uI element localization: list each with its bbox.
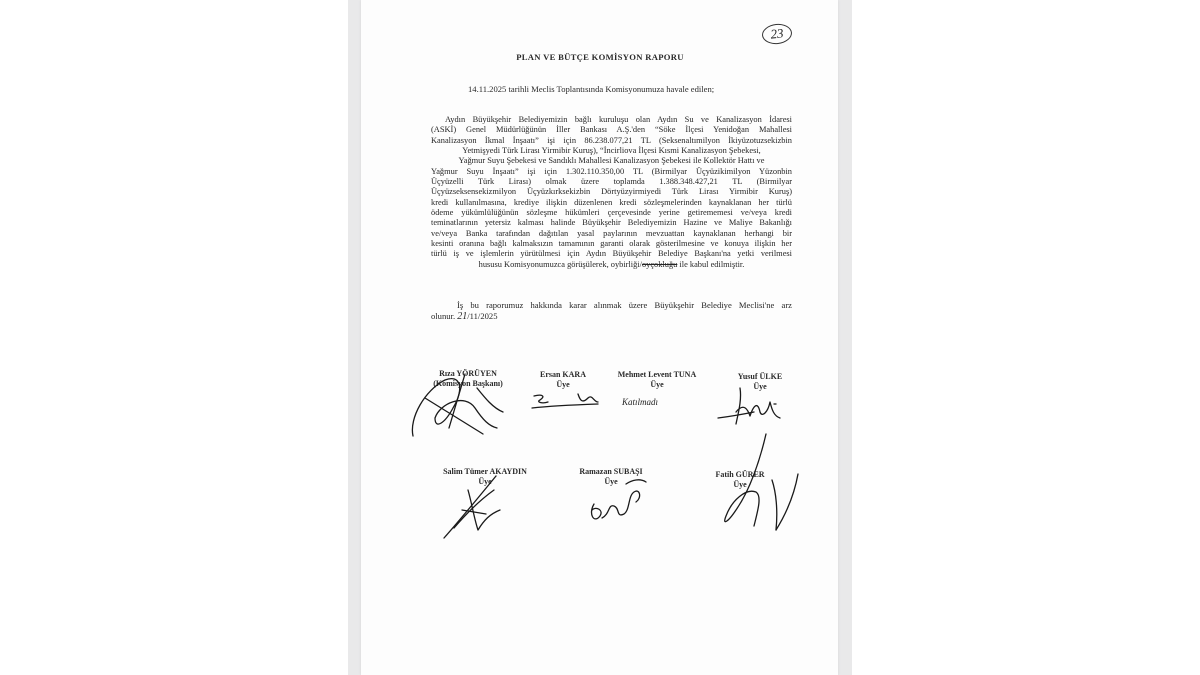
member-name: Fatih GÜRER bbox=[715, 470, 765, 479]
body-line: Aydın Büyükşehir Belediyemizin bağlı kuruluşu olan Aydın Su ve Kanalizasyon İdaresi bbox=[445, 115, 792, 124]
body-line: ve/veya Banka tarafından dağıtılan yasal paylarının mevzuattan kaynaklanan herhangi bir bbox=[431, 228, 792, 238]
member-role: Üye bbox=[556, 379, 570, 389]
signature-ulke bbox=[714, 382, 794, 428]
member-kara bbox=[523, 370, 603, 389]
member-name: Ersan KARA bbox=[539, 370, 586, 379]
member-name: Yusuf ÜLKE bbox=[737, 372, 783, 381]
member-name: Mehmet Levent TUNA bbox=[617, 370, 697, 379]
body-line: ödeme yükümlülüğünün sözleşme hükümleri çerçevesinde yerine getirememesi ve/veya kredi bbox=[431, 208, 792, 218]
closing-line: İş bu raporumuz hakkında karar alınmak üzere Büyükşehir Belediye Meclisi'ne arz bbox=[457, 300, 792, 310]
closing-prefix: olunur. bbox=[431, 311, 458, 321]
page-number-stamp: 23 bbox=[761, 22, 793, 45]
body-line: türlü iş ve işlemlerin yürütülmesi için Aydın Büyükşehir Belediye Başkanı'na yetki verilmesi bbox=[431, 249, 792, 259]
body-line: Kanalizasyon İkmal İnşaatı” işi için 86.238.077,21 TL (Seksenaltımilyon İkiyüzotuzsekizbin bbox=[431, 135, 792, 145]
signature-subasi bbox=[586, 474, 650, 526]
body-line: Üçyüzseksensekizmilyon Üçyüzkırksekizbin Dörtyüzyirmiyedi Türk Lirası Yirmibir Kuruş) bbox=[431, 187, 792, 197]
member-role: Üye bbox=[604, 476, 618, 486]
intro-line: 14.11.2025 tarihli Meclis Toplantısında Komisyonumuza havale edilen; bbox=[468, 84, 715, 94]
body-line: kredi kullanılmasına, krediye ilişkin düzenlenen kredi sözleşmelerinden kaynaklanan her türlü bbox=[431, 197, 792, 207]
member-tuna bbox=[605, 370, 709, 389]
body-line: (ASKİ) Genel Müdürlüğünün İller Bankası A.Ş.'den “Söke İlçesi Yenidoğan Mahallesi bbox=[431, 125, 792, 135]
body-line: Üçyüzelli Türk Lirası) olmak üzere toplamda 1.388.348.427,21 TL (Birmilyar bbox=[431, 177, 792, 187]
body-line: Yağmur Suyu Şebekesi ve Sandıklı Mahallesi Kanalizasyon Şebekesi ile Kollektör Hattı ve bbox=[458, 156, 765, 166]
member-role: (Komisyon Başkanı) bbox=[433, 378, 503, 388]
member-role: Üye bbox=[753, 381, 767, 391]
closing-date-line bbox=[431, 311, 792, 322]
body-line: Yağmur Suyu İnşaatı” işi için 1.302.110.350,00 TL (Birmilyar Üçyüzikimilyon Yüzonbin bbox=[431, 166, 792, 176]
member-role: Üye bbox=[478, 476, 492, 486]
member-role: Üye bbox=[650, 379, 664, 389]
signature-yoruyen bbox=[405, 368, 510, 440]
body-line: teminatlarının yetersiz kalması halinde Büyükşehir Belediyemizin Hazine ve Maliye Bakanlığı bbox=[431, 218, 792, 228]
member-role: Üye bbox=[733, 479, 747, 489]
signature-gurer bbox=[716, 430, 802, 538]
report-title: PLAN VE BÜTÇE KOMİSYON RAPORU bbox=[516, 52, 684, 62]
member-name: Salim Tümer AKAYDIN bbox=[443, 467, 527, 476]
body-line: kesinti oranına bağlı kalmaksızın tamamının garanti olarak gösterilmesine ve konuya ilişkin her bbox=[431, 239, 792, 249]
struck-word: oyçokluğu bbox=[641, 259, 678, 269]
body-last-prefix: hususu Komisyonumuzca görüşülerek, oybirliği/ bbox=[478, 259, 642, 269]
closing-date-rest: /11/2025 bbox=[467, 311, 498, 321]
body-line: Yetmişyedi Türk Lirası Yirmibir Kuruş), “İncirliova İlçesi Kısmi Kanalizasyon Şebekesi, bbox=[462, 146, 761, 156]
handwritten-day: 21 bbox=[457, 311, 468, 322]
handwritten-note: Katılmadı bbox=[622, 397, 659, 407]
member-name: Ramazan SUBAŞI bbox=[579, 467, 643, 476]
closing-paragraph bbox=[431, 300, 792, 322]
document-page bbox=[361, 0, 838, 675]
body-last-suffix: ile kabul edilmiştir. bbox=[677, 259, 745, 269]
body-last-line bbox=[431, 260, 792, 270]
member-name: Rıza YÖRÜYEN bbox=[439, 369, 497, 378]
signature-akaydin bbox=[440, 470, 510, 542]
signature-kara bbox=[530, 390, 602, 412]
report-body bbox=[431, 115, 792, 270]
